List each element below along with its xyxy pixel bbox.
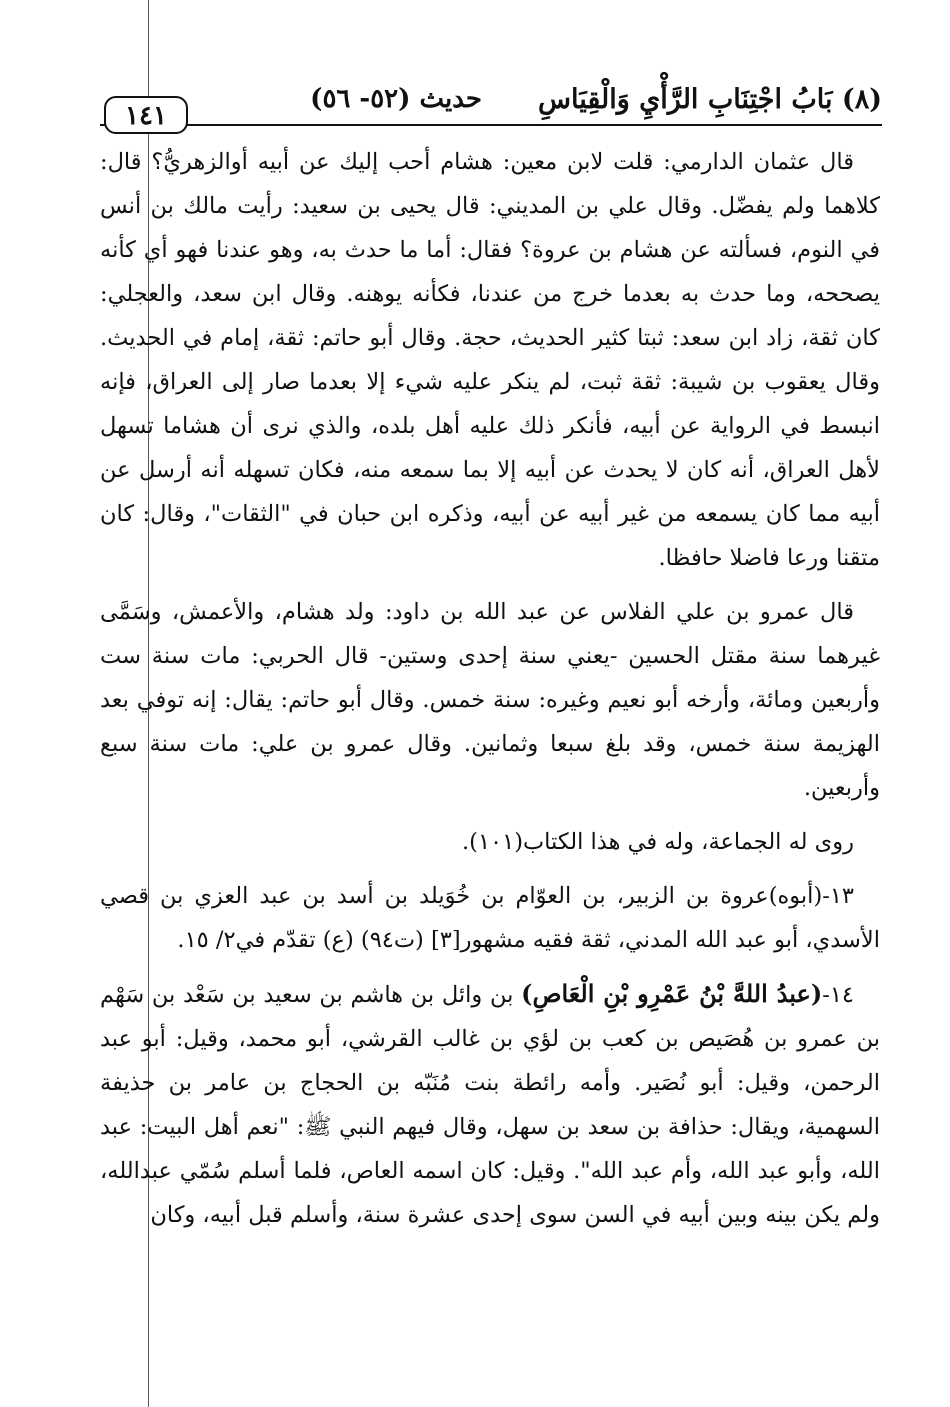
entry-13-text: عروة بن الزبير، بن العوّام بن خُوَيلد بن أسد بن عبد العزي بن قصي الأسدي، أبو عبد الله المدني، ثقة فقيه مشهور[٣] (ت٩٤) (ع) تقدّم في٢/ ١٥. <box>100 883 880 953</box>
entry-14-name: (عبدُ اللهَّ بْنُ عَمْرِو بْنِ الْعَاصِ) <box>521 979 823 1008</box>
entry-13-prefix: ١٣-(أبوه) <box>768 883 854 909</box>
entry-14-prefix: ١٤- <box>822 982 854 1008</box>
page-number: ١٤١ <box>104 96 188 134</box>
paragraph-hisham-transmission: روى له الجماعة، وله في هذا الكتاب(١٠١). <box>462 829 854 855</box>
paragraph-hisham-birth-death: قال عمرو بن علي الفلاس عن عبد الله بن داود: ولد هشام، والأعمش، وسَمَّى غيرهما سنة مقتل الحسين -يعني سنة إحدى وستين- قال الحربي: مات سنة ست وأربعين ومائة، وأرخه أبو نعيم وغيره: سنة خمس. وقال أبو حاتم: يقال: إنه توفي بعد الهزيمة سنة خمس، وقد بلغ سبعا وثمانين. وقال عمرو بن علي: مات سنة سبع وأربعين. <box>100 599 880 801</box>
page-header <box>100 78 882 128</box>
hadith-range: حديث (٥٢- ٥٦) <box>310 84 482 114</box>
body-text <box>100 140 880 1247</box>
paragraph-hisham-narrators: قال عثمان الدارمي: قلت لابن معين: هشام أحب إليك عن أبيه أوالزهريُّ؟ قال: كلاهما ولم يفضّل. وقال علي بن المديني: قال يحيى بن سعيد: رأيت مالك بن أنس في النوم، فسألته عن هشام بن عروة؟ فقال: أما ما حدث به، وهو عندنا فهو أي كأنه يصححه، وما حدث به بعدما خرج من عندنا، فكأنه يوهنه. وقال ابن سعد، والعجلي: كان ثقة، زاد ابن سعد: ثبتا كثير الحديث، حجة. وقال أبو حاتم: ثقة، إمام في الحديث. وقال يعقوب بن شيبة: ثقة ثبت، لم ينكر عليه شيء إلا بعدما صار إلى العراق، فإنه انبسط في الرواية عن أبيه، فأنكر ذلك عليه أهل بلده، والذي نرى أن هشاما تسهل لأهل العراق، أنه كان لا يحدث عن أبيه إلا بما سمعه منه، فكان تسهله أنه أرسل عن أبيه مما كان يسمعه من غير أبيه عن أبيه، وذكره ابن حبان في "الثقات"، وقال: كان متقنا ورعا فاضلا حافظا. <box>100 149 880 571</box>
entry-13 <box>100 874 880 962</box>
entry-14-text: بن وائل بن هاشم بن سعيد بن سَعْد بن سَهْم بن عمرو بن هُصَيص بن كعب بن لؤي بن غالب القرشي، أبو محمد، وقيل: أبو عبد الرحمن، وقيل: أبو نُصَير. وأمه رائطة بنت مُنَبّه بن الحجاج بن عامر بن حذيفة السهمية، ويقال: حذافة بن سعد بن سهل، وقال فيهم النبي ﷺ: "نعم أهل البيت: عبد الله، وأبو عبد الله، وأم عبد الله". وقيل: كان اسمه العاص، فلما أسلم سُمّي عبدالله، ولم يكن بينه وبين أبيه في السن سوى إحدى عشرة سنة، وأسلم قبل أبيه، وكان <box>100 982 880 1228</box>
header-rule <box>100 124 882 126</box>
chapter-title: (٨) بَابُ اجْتِنَابِ الرَّأْيِ وَالْقِيَاسِ <box>538 84 882 115</box>
entry-14 <box>100 972 880 1237</box>
